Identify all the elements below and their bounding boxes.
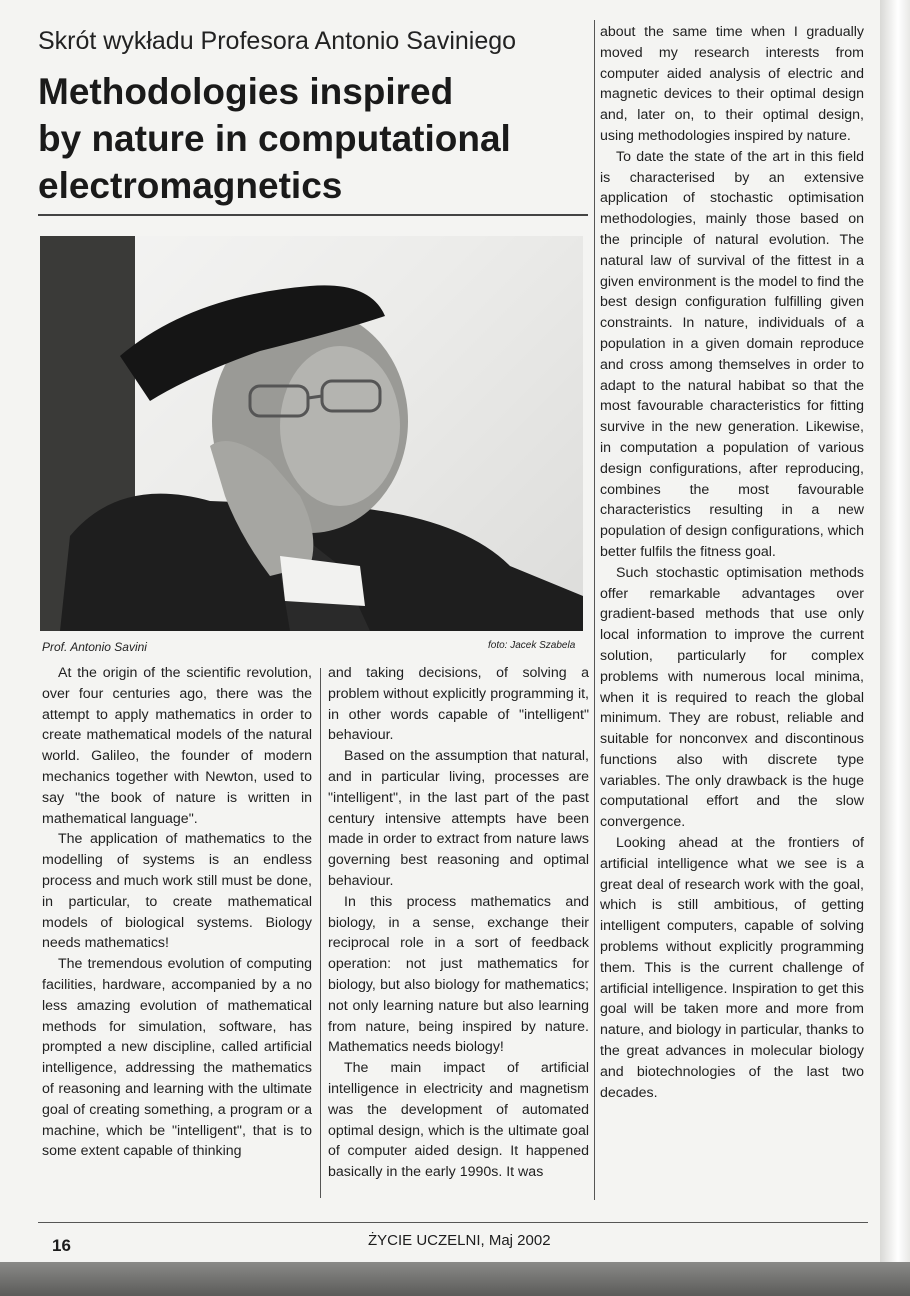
page-gutter — [880, 0, 910, 1296]
paragraph: The tremendous evolution of computing facilities, hardware, accompanied by a no less amazing evolution of mathematical methods for simulation, software, has prompted a new discipline, called artificial intelligence, addressing the mathematics of reasoning and learning with the ultimate goal of creating something, a program or a machine, which be "intelligent", that is to some extent capable of thinking — [42, 956, 312, 1160]
text-column-3 — [600, 22, 864, 1103]
title-line: Methodologies inspired — [38, 71, 454, 112]
photo-caption: Prof. Antonio Savini — [42, 640, 147, 654]
paragraph: Looking ahead at the frontiers of artificial intelligence what we see is a great deal of research work with the goal, which is still ambitious, of getting intelligent computers, capable of solving problems without explicitly programming them. This is the current challenge of artificial intelligence. Inspiration to get this goal will be taken more and more from nature, and biology in particular, thanks to the great advances in molecular biology and biotechnologies of the last two decades. — [600, 835, 864, 1101]
paragraph: The main impact of artificial intelligence in electricity and magnetism was the development of automated optimal design, which is the ultimate goal of computer aided design. It happened basically in the early 1990s. It was — [328, 1060, 589, 1181]
paragraph: Based on the assumption that natural, and in particular living, processes are "intelligent", in the last part of the past century intensive attempts have been made in order to extract from nature laws governing best reasoning and optimal behaviour. — [328, 748, 589, 889]
headline-rule — [38, 214, 588, 216]
column-divider — [320, 668, 321, 1198]
article-kicker: Skrót wykładu Profesora Antonio Saviniego — [38, 27, 517, 55]
paragraph: To date the state of the art in this field is characterised by an extensive application of stochastic optimisation methodologies, mainly those based on the principle of natural evolution. The natural law of survival of the fittest in a given environment is the model to find the best design configuration fulfilling given constraints. In nature, individuals of a population in a given domain reproduce and cross among themselves in order to adapt to the natural habibat so that the most favourable characteristics for fitting survive in the new generation. Likewise, in computation a population of various design configurations, after reproducing, combines the most favourable characteristics resulting in a new population of design configurations, which better fulfils the fitness goal. — [600, 148, 864, 560]
text-column-1 — [42, 663, 312, 1162]
paragraph: Such stochastic optimisation methods offer remarkable advantages over gradient-based methods that use only local information to improve the current solution, particularly for complex problems with numerous local minima, when it is required to reach the global minimum. They are robust, reliable and suitable for nonconvex and discontinous functions also with discrete type variables. The only drawback is the huge computational effort and the slow convergence. — [600, 564, 864, 831]
paragraph: about the same time when I gradually moved my research interests from computer aided analysis of electric and magnetic devices to their optimal design and, later on, to their optimal design, using methodologies inspired by nature. — [600, 24, 864, 144]
page-number: 16 — [52, 1236, 71, 1255]
paragraph: At the origin of the scientific revolution, over four centuries ago, there was the attempt to apply mathematics in order to create mathematical models of the natural world. Galileo, the founder of modern mechanics together with Newton, used to say "the book of nature is written in mathematical language". — [42, 665, 312, 827]
title-line: electromagnetics — [38, 165, 343, 206]
scan-bottom-edge — [0, 1262, 910, 1296]
portrait-photo — [40, 236, 583, 631]
column-divider — [594, 20, 595, 1200]
paragraph: and taking decisions, of solving a problem without explicitly programming it, in other words capable of "intelligent" behaviour. — [328, 665, 589, 744]
footer-rule — [38, 1222, 868, 1223]
text-column-2 — [328, 663, 589, 1183]
paragraph: In this process mathematics and biology, in a sense, exchange their reciprocal role in a sort of feedback operation: not just mathematics for biology, but also biology for mathematics; not only learning nature but also learning from nature, being inspired by nature. Mathematics needs biology! — [328, 893, 589, 1056]
photo-credit: foto: Jacek Szabela — [488, 640, 576, 651]
portrait-illustration — [40, 236, 583, 631]
article-title — [38, 68, 598, 209]
publication-footer: ŻYCIE UCZELNI, Maj 2002 — [368, 1232, 551, 1249]
paragraph: The application of mathematics to the modelling of systems is an endless process and much work still must be done, in particular, to create mathematical models of biological systems. Biology needs mathematics! — [42, 831, 312, 952]
title-line: by nature in computational — [38, 118, 511, 159]
